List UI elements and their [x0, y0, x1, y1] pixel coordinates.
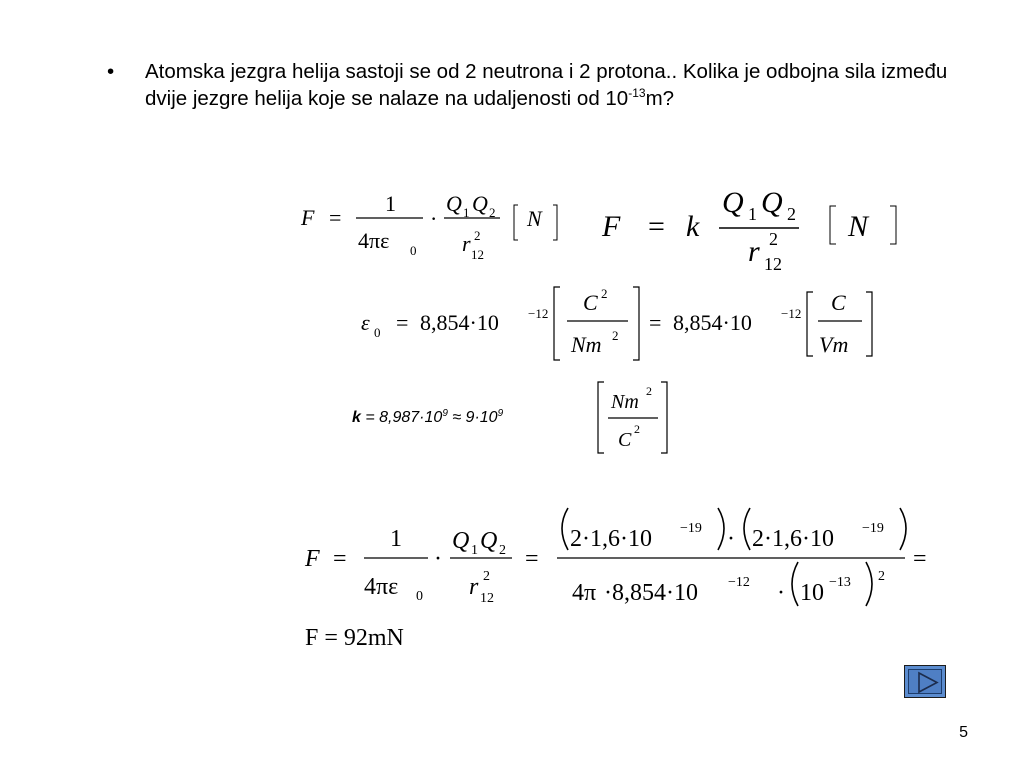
f1-r: r — [462, 231, 471, 256]
f3-C2: C — [831, 290, 846, 315]
k-C: C — [618, 429, 632, 451]
f4-paren2-left — [744, 508, 750, 550]
f4-Q2: Q — [480, 528, 498, 554]
f3-C: C — [583, 290, 598, 315]
f4-eps-sub: 0 — [416, 589, 423, 604]
f1-r-sq: 2 — [474, 228, 481, 243]
k-exp1: 9 — [442, 408, 448, 419]
coulomb-formula-1 — [300, 191, 557, 262]
f2-r-sq: 2 — [769, 229, 778, 249]
f3-bracket2-left — [807, 292, 813, 356]
f4-r-sub: 12 — [480, 591, 494, 606]
f2-N: N — [848, 210, 869, 243]
f2-bracket-left — [830, 206, 836, 244]
k-symbol: k — [352, 409, 361, 426]
f4-paren1-right — [718, 508, 724, 550]
f4-num2-exp: −19 — [862, 521, 884, 536]
f4-den-4pi: 4π — [572, 580, 597, 606]
f1-equals: = — [329, 205, 342, 230]
f3-C-sq: 2 — [601, 286, 608, 301]
f4-r: r — [469, 574, 479, 600]
f4-equals: = — [333, 546, 347, 572]
f1-bracket-left — [514, 205, 518, 240]
f1-one: 1 — [385, 191, 396, 216]
f4-paren3-left — [792, 562, 798, 606]
f4-den-ten: 10 — [800, 580, 824, 606]
play-forward-icon — [905, 666, 947, 699]
f1-sub2: 2 — [489, 205, 496, 220]
f3-exp2: −12 — [781, 306, 802, 321]
f3-bracket1-right — [633, 287, 639, 360]
f2-bracket-right — [890, 206, 896, 244]
f3-Vm: Vm — [819, 332, 849, 357]
f4-4pieps: 4πε — [364, 574, 399, 600]
f1-dot: · — [430, 206, 438, 231]
bullet: • — [107, 60, 115, 83]
f2-k: k — [686, 210, 700, 243]
f1-Q2: Q — [472, 191, 488, 216]
f3-bracket1-left — [554, 287, 560, 360]
page-number: 5 — [959, 724, 968, 741]
k-unit — [598, 382, 667, 453]
f2-F: F — [602, 210, 621, 243]
k-C-sq: 2 — [634, 422, 640, 436]
f4-den-exp: −12 — [728, 575, 750, 590]
f3-eps: ε — [361, 310, 370, 335]
f1-bracket-right — [553, 205, 557, 240]
next-slide-button[interactable] — [904, 665, 946, 698]
k-value: = 8,987·10 — [360, 409, 443, 426]
f3-equals: = — [396, 310, 409, 335]
f3-equals2: = — [649, 310, 662, 335]
epsilon-formula — [361, 286, 872, 360]
f2-r-sub: 12 — [764, 254, 782, 274]
k-Nm-sq: 2 — [646, 384, 652, 398]
result-text: F = 92mN — [305, 625, 404, 651]
f4-r-sq: 2 — [483, 569, 490, 584]
f4-equals3: = — [913, 546, 927, 572]
k-exp2: 9 — [497, 408, 504, 419]
f2-sub2: 2 — [787, 204, 796, 224]
question-body: Atomska jezgra helija sastoji se od 2 neutrona i 2 protona.. Kolika je odbojna sila između dvije jezgre helija koje se nalaze na udaljenosti od 10 — [145, 60, 948, 110]
f4-den-value: ·8,854·10 — [604, 580, 698, 606]
f2-sub1: 1 — [748, 204, 757, 224]
f4-paren3-right — [866, 562, 872, 606]
f4-den-sq: 2 — [878, 569, 885, 584]
k-approx: ≈ 9·10 — [447, 409, 498, 426]
f1-Q1: Q — [446, 191, 462, 216]
f3-Nm-sq: 2 — [612, 328, 619, 343]
f4-den-dot: · — [777, 580, 785, 606]
f4-one: 1 — [390, 526, 402, 552]
f4-Q1: Q — [452, 528, 470, 554]
f1-eps-sub: 0 — [410, 243, 417, 258]
f3-bracket2-right — [866, 292, 872, 356]
k-bracket-left — [598, 382, 604, 453]
f4-sub1: 1 — [471, 543, 478, 558]
k-constant-line — [352, 409, 503, 427]
f1-N: N — [527, 206, 542, 231]
f4-paren2-right — [900, 508, 906, 550]
f2-Q2: Q — [761, 186, 783, 219]
f3-exp1: −12 — [528, 306, 549, 321]
result-formula — [305, 625, 404, 651]
f4-paren1-left — [562, 508, 568, 550]
f4-F: F — [305, 546, 320, 572]
f3-value2: 8,854·10 — [673, 310, 752, 335]
f4-num1: 2·1,6·10 — [570, 526, 652, 552]
calculation-formula — [304, 508, 927, 606]
f4-den-ten-exp: −13 — [829, 575, 851, 590]
question-exponent: -13 — [628, 85, 646, 100]
f2-equals: = — [648, 210, 665, 243]
f1-F: F — [301, 205, 315, 230]
f4-equals2: = — [525, 546, 539, 572]
k-bracket-right — [661, 382, 667, 453]
f1-r-sub: 12 — [471, 247, 484, 262]
f3-value1: 8,854·10 — [420, 310, 499, 335]
coulomb-formula-2 — [601, 186, 896, 274]
f2-Q1: Q — [722, 186, 744, 219]
k-Nm: Nm — [611, 391, 639, 413]
f3-eps-sub: 0 — [374, 325, 381, 340]
f3-Nm: Nm — [571, 332, 602, 357]
f1-4pieps: 4πε — [358, 228, 390, 253]
f4-num-dot: · — [727, 526, 735, 552]
f1-sub1: 1 — [463, 205, 470, 220]
f4-dot: · — [434, 546, 442, 572]
f4-num2: 2·1,6·10 — [752, 526, 834, 552]
f2-r: r — [748, 235, 760, 268]
f4-sub2: 2 — [499, 543, 506, 558]
question-unit: m? — [645, 86, 675, 110]
f4-num1-exp: −19 — [680, 521, 702, 536]
